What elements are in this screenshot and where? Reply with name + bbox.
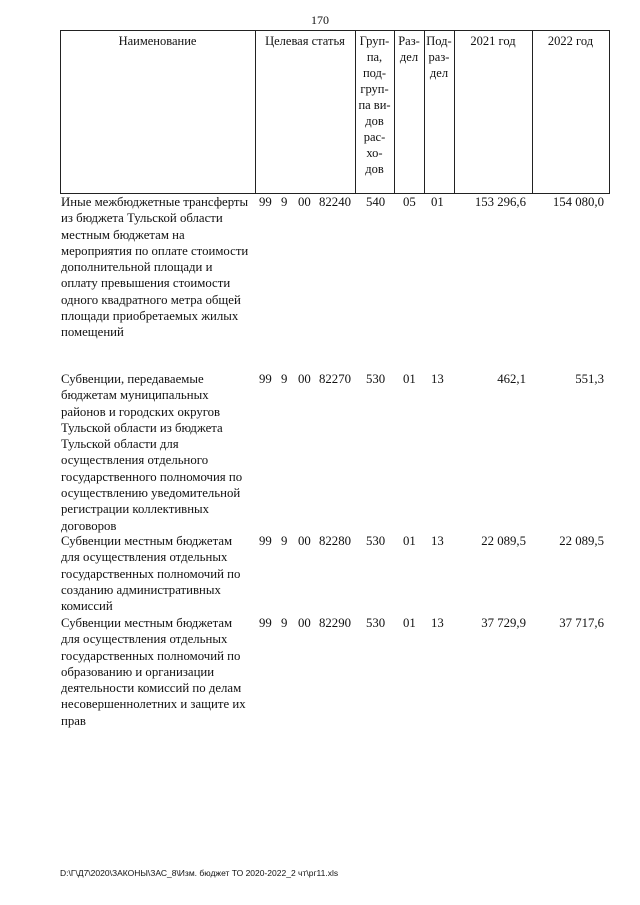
value-2021: 22 089,5 (481, 534, 526, 548)
target-code-2: 9 (281, 616, 288, 630)
subsection-code: 01 (431, 195, 444, 209)
row-name: Субвенции местным бюджетам для осуществления отдельных государственных полномочий по образованию и организации деятельности комиссий по делам несовершеннолетних и защите их прав (61, 616, 246, 728)
target-code-4: 82270 (319, 372, 351, 386)
target-code-1: 99 (259, 616, 272, 630)
target-code-4: 82290 (319, 616, 351, 630)
header-name: Наименование (118, 34, 197, 48)
table-header (60, 30, 610, 194)
value-2021: 153 296,6 (474, 195, 526, 209)
footer-file-path: D:\Г\Д7\2020\ЗАКОНЫ\ЗАС_8\Изм. бюджет ТО 2020-2022_2 чт\рг11.xls (60, 868, 339, 878)
header-section: Раз- дел (398, 34, 420, 64)
target-code-4: 82240 (319, 195, 351, 209)
value-2022: 37 717,6 (559, 616, 604, 630)
section-code: 05 (403, 195, 416, 209)
target-code-3: 00 (298, 195, 311, 209)
group-code: 530 (366, 534, 386, 548)
row-name: Иные межбюджетные трансферты из бюджета Тульской области местным бюджетам на мероприятия по оплате стоимости дополнительной площади и оплату превышения стоимости одного квадратного метра общей площади приобретаемых жилых помещений (61, 195, 249, 340)
target-code-2: 9 (281, 372, 288, 386)
value-2022: 551,3 (575, 372, 604, 386)
target-code-1: 99 (259, 195, 272, 209)
row-name: Субвенции местным бюджетам для осуществления отдельных государственных полномочий по созданию административных комиссий (61, 534, 241, 614)
group-code: 530 (366, 372, 386, 386)
header-group: Груп- па, под- груп- па ви- дов рас- хо- дов (358, 34, 391, 176)
section-code: 01 (403, 534, 416, 548)
group-code: 540 (366, 195, 386, 209)
target-code-3: 00 (298, 372, 311, 386)
subsection-code: 13 (431, 616, 444, 630)
target-code-1: 99 (259, 372, 272, 386)
subsection-code: 13 (431, 534, 444, 548)
section-code: 01 (403, 372, 416, 386)
header-year-2022: 2022 год (547, 34, 594, 48)
header-subsection: Под- раз- дел (426, 34, 452, 80)
target-code-3: 00 (298, 534, 311, 548)
section-code: 01 (403, 616, 416, 630)
header-target: Целевая статья (265, 34, 345, 48)
target-code-3: 00 (298, 616, 311, 630)
target-code-4: 82280 (319, 534, 351, 548)
value-2022: 22 089,5 (559, 534, 604, 548)
header-year-2021: 2021 год (470, 34, 516, 48)
row-name: Субвенции, передаваемые бюджетам муниципальных районов и городских округов Тульской области из бюджета Тульской области для осуществления отдельного государственного полномочия по осуществлению уведомительной регистрации коллективных договоров (61, 372, 243, 533)
value-2022: 154 080,0 (552, 195, 604, 209)
group-code: 530 (366, 616, 386, 630)
subsection-code: 13 (431, 372, 444, 386)
target-code-1: 99 (259, 534, 272, 548)
value-2021: 462,1 (497, 372, 526, 386)
page-number: 170 (311, 13, 329, 27)
target-code-2: 9 (281, 534, 288, 548)
value-2021: 37 729,9 (481, 616, 526, 630)
target-code-2: 9 (281, 195, 288, 209)
